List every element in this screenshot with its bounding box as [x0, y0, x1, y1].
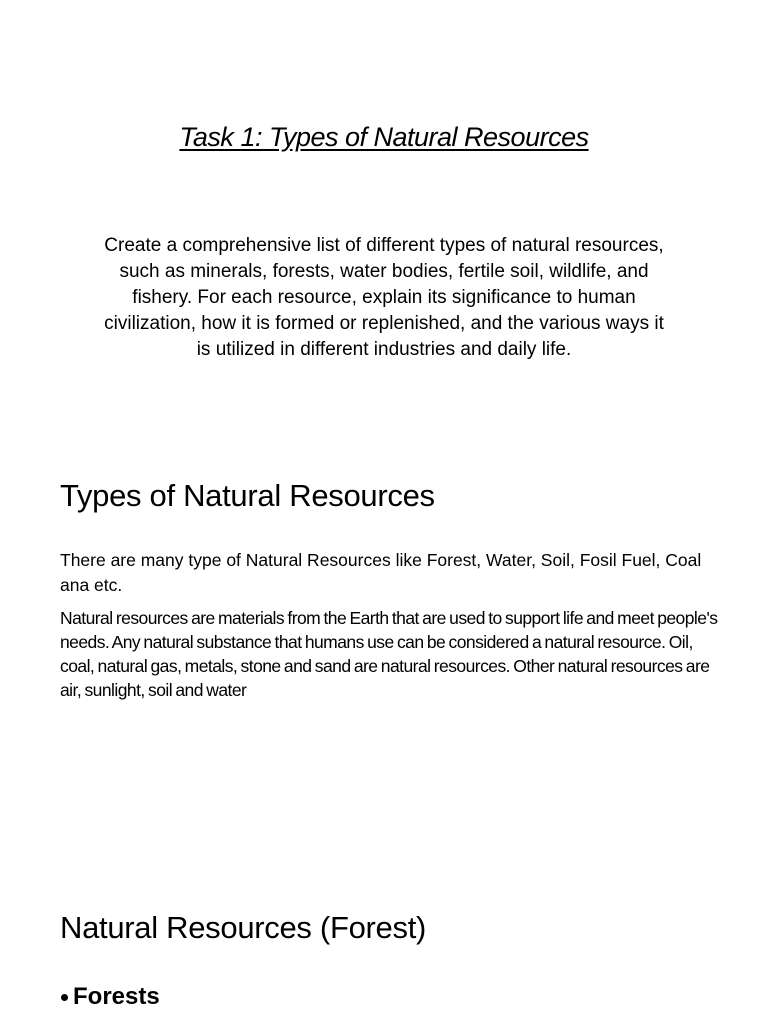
slide-task-1: [0, 0, 768, 440]
bullet-icon: [61, 994, 68, 1001]
intro-paragraph: There are many type of Natural Resources like Forest, Water, Soil, Fosil Fuel, Coal ana etc.: [60, 550, 702, 595]
bullet-text: Forests: [73, 983, 160, 1010]
slide-heading: Types of Natural Resources: [60, 478, 435, 513]
slide-types-of-natural-resources: [0, 440, 768, 880]
slide-heading: Natural Resources (Forest): [60, 910, 427, 945]
task-title: Task 1: Types of Natural Resources: [179, 122, 589, 152]
slide-natural-resources-forest: [0, 880, 768, 1024]
task-description: Create a comprehensive list of different types of natural resources, such as minerals, forests, water bodies, fertile soil, wildlife, and fishery. For each resource, explain its significance to human civilization, how it is formed or replenished, and the various ways it is utilized in different industries and daily life.: [104, 235, 664, 360]
definition-paragraph: Natural resources are materials from the Earth that are used to support life and meet people's needs. Any natural substance that humans use can be considered a natural resource. Oil, coal, natural gas, metals, stone and sand are natural resources. Other natural resources are air, sunlight, soil and water: [60, 608, 718, 700]
bullet-item: [60, 983, 160, 1011]
